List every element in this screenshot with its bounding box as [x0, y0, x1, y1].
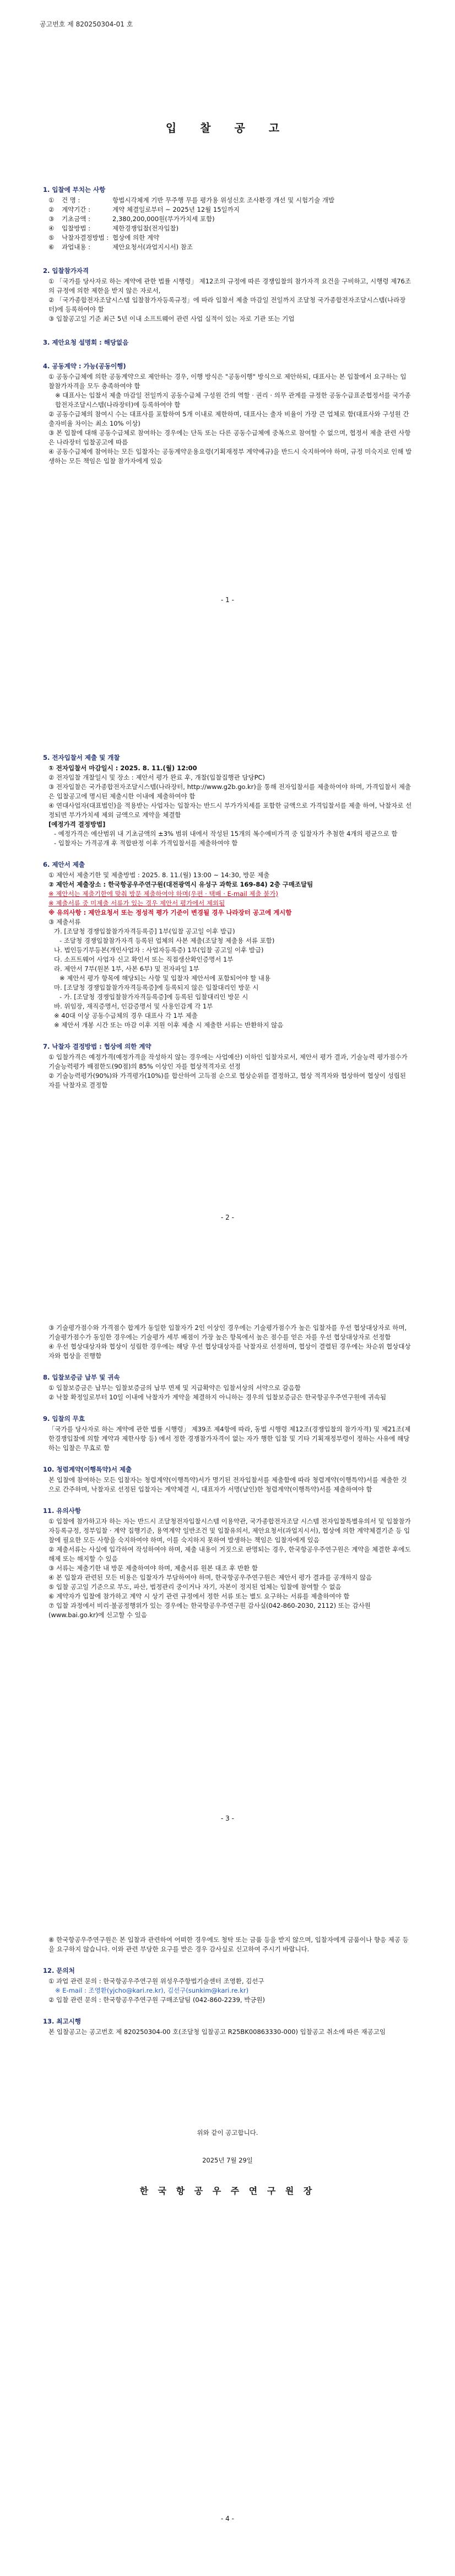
- page-number-3: - 3 -: [221, 1815, 234, 1822]
- section-2-heading: 2. 입찰참가자격: [43, 267, 89, 275]
- s9-item: 「국가를 당사자로 하는 계약에 관한 법률 시행령」 제39조 제4항에 따라, 동법 시행령 제12조(경쟁입찰의 참가자격) 및 제21조(제한경쟁입찰에 의할 계약과 제한사항 등) 에서 정한 경쟁참가자격이 없는 자가 행한 입찰 및 기타 기획재정부령이 정하는 사유에 해당하는 입찰은 무효로 함: [48, 1425, 411, 1452]
- s6-item: ③ 제출서류: [48, 918, 81, 926]
- section-7: [43, 1042, 412, 1090]
- s10-item: 본 입찰에 참여하는 모든 입찰자는 청렴계약(이행특약)서가 명기된 전자입찰서를 제출함에 따라 청렴계약(이행특약)서를 제출한 것으로 간주하며, 낙찰자로 선정된 입찰자는 계약체결 시, 대표자가 서명(날인)한 청렴계약(이행특약)서를 제출하여야 함: [48, 1476, 407, 1493]
- section-1-heading: 1. 입찰에 부치는 사항: [43, 186, 106, 194]
- page-title: 입 찰 공 고: [165, 121, 290, 135]
- s11-item: ⑦ 입찰 과정에서 비리·불공정행위가 있는 경우에는 한국항공우주연구원 감사실(042-860-2030, 2112) 또는 감사원(www.bai.go.kr)에 신고할 수 있음: [48, 1602, 371, 1619]
- s1-item-5: [48, 233, 412, 243]
- s5-item: - 예정가격은 예산범위 내 기초금액의 ±3% 범위 내에서 작성된 15개의 복수예비가격 중 입찰자가 추첨한 4개의 평균으로 함: [54, 830, 398, 838]
- section-5: [43, 753, 412, 848]
- section-4-heading: 4. 공동계약 : 가능(공동이행): [43, 362, 126, 370]
- section-8-heading: 8. 입찰보증금 납부 및 귀속: [43, 1373, 120, 1381]
- s1-item-2: [48, 205, 412, 214]
- s11-item: ⑥ 계약자가 입찰에 참가하고 계약 시 상기 관련 규정에서 정한 서류 또는 별도 요구하는 서류를 제출하여야 함: [48, 1592, 350, 1600]
- section-2: [43, 266, 412, 324]
- section-4: [43, 362, 412, 466]
- s1-v: 2,380,200,000원(부가가치세 포함): [112, 215, 215, 223]
- s4-item: ③ 본 입찰에 대해 공동수급체로 참여하는 경우에는 단독 또는 다른 공동수급체에 중복으로 참여할 수 없으며, 협정서 제출 관련 사항은 나라장터 입찰공고에 따름: [48, 429, 411, 446]
- s2-item: ③ 입찰공고일 기준 최근 5년 이내 소프트웨어 관련 사업 실적이 있는 자로 기관 또는 기업: [48, 315, 295, 323]
- s6-sub: 라. 제안서 7부(원본 1부, 사본 6부) 및 전자파일 1부: [54, 965, 199, 973]
- s11-item: ③ 서류는 제출기한 내 방문 제출하여야 하며, 제출서류 원본 대조 후 반환 함: [48, 1564, 258, 1572]
- s11-item: ② 제출서류는 사실에 입각하여 작성하여야 하며, 제출 내용이 거짓으로 판명되는 경우, 한국항공우주연구원은 계약을 체결한 후에도 해제 또는 해지할 수 있음: [48, 1545, 411, 1563]
- section-9: [43, 1414, 412, 1453]
- section-10-heading: 10. 청렴계약(이행특약)서 제출: [43, 1466, 132, 1473]
- doc-number: 공고번호 제 820250304-01 호: [40, 20, 133, 28]
- s1-item-6: [48, 243, 412, 252]
- s5-item: ① 전자입찰서 마감일시 : 2025. 8. 11.(월) 12:00: [48, 764, 197, 772]
- s1-n: ⑥: [48, 243, 55, 251]
- page-2-body: [43, 744, 412, 1090]
- s2-item: ① 「국가를 당사자로 하는 계약에 관한 법률 시행령」 제12조의 규정에 따른 경쟁입찰의 참가자격 요건을 구비하고, 시행령 제76조의 규정에 의한 제한을 받지 않은 자로서,: [48, 277, 411, 294]
- closing-text: 위와 같이 공고합니다.: [197, 2129, 258, 2137]
- s6-note-red: ※ 제안서는 제출기한에 맞춰 방문 제출하여야 하며(우편 · 택배 · E-mail 제출 불가): [48, 890, 278, 898]
- s6-note-red: ※ 제출서류 중 미제출 서류가 있는 경우 제안서 평가에서 제외됨: [48, 899, 225, 907]
- s1-n: ④: [48, 224, 55, 232]
- section-5-heading: 5. 전자입찰서 제출 및 개찰: [43, 754, 120, 761]
- s6-sub: - 조달청 경쟁입찰참가자격 등록된 업체의 사본 제출(조달청 제출용 서류 포함): [59, 937, 275, 944]
- s6-sub: - 가. [조달청 경쟁입찰참가자격등록증]에 등록된 입찰대리인 방문 시: [59, 993, 248, 1001]
- section-13-heading: 13. 최고시행: [43, 2017, 81, 2025]
- s6-sub: 가. [조달청 경쟁입찰참가자격등록증] 1부(입찰 공고일 이후 발급): [54, 927, 235, 935]
- s6-note-red: ※ 유의사항 : 제안요청서 또는 정성적 평가 기준이 변경될 경우 나라장터 공고에 게시함: [48, 909, 292, 916]
- s12-item: ① 과업 관련 문의 : 한국항공우주연구원 위성우주항법기술센터 조영환, 김선구: [48, 1977, 264, 1985]
- s6-item: ② 제안서 제출장소 : 한국항공우주연구원(대전광역시 유성구 과학로 169-84) 2층 구매조달팀: [48, 881, 313, 888]
- s7b-item: ④ 우선 협상대상자와 협상이 성립한 경우에는 해당 우선 협상대상자를 낙찰자로 선정하며, 협상이 결렬된 경우에는 차순위 협상대상자와 협상을 진행함: [48, 1343, 411, 1360]
- page-3-body: [43, 1323, 412, 1620]
- s11-item: ⑤ 입찰 공고일 기준으로 부도, 파산, 법정관리 중이거나 자기, 자본이 정지된 업체는 입찰에 참여할 수 없음: [48, 1583, 342, 1591]
- issuer-name: 한 국 항 공 우 주 연 구 원 장: [139, 2186, 316, 2196]
- section-10: [43, 1465, 412, 1494]
- s1-item-3: [48, 214, 412, 224]
- page-1-body: [43, 176, 412, 466]
- s5-item: - 입찰자는 가격공개 후 적합판정 이후 가격입찰서를 제출하여야 함: [54, 839, 238, 847]
- s11-item: ① 입찰에 참가하고자 하는 자는 반드시 조달청전자입찰시스템 이용약관, 국가종합전자조달 시스템 전자입찰특별유의서 및 입찰참가자등록규정, 정부입찰 · 계약 집행기준, 용역계약 일반조건 및 입찰유의서, 제안요청서(과업지시서), 협상에 의한 계약체결기준 등 입찰에 필요한 모든 사항을 숙지하여야 하며, 이를 숙지하지 못하여 발생하는 책임은 입찰자에게 있음: [48, 1517, 411, 1544]
- section-12-heading: 12. 문의처: [43, 1967, 75, 1974]
- section-7-heading: 7. 낙찰자 결정방법 : 협상에 의한 계약: [43, 1043, 151, 1050]
- section-3-heading: 3. 제안요청 설명회 : 해당없음: [43, 339, 129, 346]
- section-11: [43, 1506, 412, 1620]
- s1-v: 계약 체결일로부터 ~ 2025년 12월 15일까지: [112, 206, 240, 213]
- s5-item: ③ 전자입찰은 국가종합전자조달시스템(나라장터, http://www.g2b.go.kr)을 통해 전자입찰서를 제출하여야 하며, 가격입찰서 제출은 입찰공고에 명시된 제출시한 이내에 제출하여야 함: [48, 783, 411, 800]
- s1-k: 건 명 :: [62, 196, 80, 204]
- s1-n: ⑤: [48, 234, 55, 242]
- section-11-continued: [43, 1935, 412, 1954]
- s8-item: ① 입찰보증금은 납부는 입찰보증금의 납부 면제 및 지급확약은 입찰서상의 서약으로 갈음함: [48, 1384, 301, 1392]
- s6-sub: 마. [조달청 경쟁입찰참가자격등록증]에 등록되지 않은 입찰대리인 방문 시: [54, 984, 259, 991]
- section-9-heading: 9. 입찰의 무효: [43, 1415, 85, 1423]
- s1-k: 기초금액 :: [62, 215, 90, 223]
- s1-k: 낙찰자결정방법 :: [62, 234, 109, 242]
- announcement-date: 2025년 7월 29일: [202, 2156, 253, 2164]
- page-number-2: - 2 -: [221, 1214, 234, 1221]
- section-6: [43, 860, 412, 1030]
- s1-n: ①: [48, 196, 55, 204]
- section-7-continued: [43, 1323, 412, 1361]
- section-1: [43, 185, 412, 252]
- s1-v: 항법시각체계 기반 무주행 무를 평가용 위성신호 조사환경 개선 및 시험기술 개발: [112, 196, 335, 204]
- s1-k: 입찰방법 :: [62, 224, 90, 232]
- s1-v: 협상에 의한 계약: [112, 234, 160, 242]
- section-11-heading: 11. 유의사항: [43, 1507, 81, 1515]
- section-8: [43, 1373, 412, 1402]
- s12-item: ② 입찰 관련 문의 : 한국항공우주연구원 구매조달팀 (042-860-2239, 박긍원): [48, 1996, 266, 2004]
- s6-item: ① 제안서 제출기한 및 제출방법 : 2025. 8. 11.(월) 13:00 ~ 14:30, 방문 제출: [48, 871, 270, 879]
- page-number-1: - 1 -: [221, 596, 234, 604]
- s6-sub: ※ 제안서 평가 항목에 해당되는 사항 및 입찰자 제안서에 포함되어야 할 내용: [59, 974, 271, 982]
- s4-item: ④ 공동수급체에 참여하는 모든 입찰자는 공동계약운용요령(기획재정부 계약예규)을 반드시 숙지하여야 하며, 규정 미숙지로 인해 발생하는 모든 책임은 입찰 참가자에게 있음: [48, 448, 412, 465]
- s4-item: ① 공동수급체에 의한 공동계약으로 제안하는 경우, 이행 방식은 "공동이행" 방식으로 제안하되, 대표사는 본 입찰에서 요구하는 입찰참가자격을 모두 충족하여야 함: [48, 373, 407, 390]
- section-6-heading: 6. 제안서 제출: [43, 861, 85, 868]
- s1-k: 과업내용 :: [62, 243, 90, 251]
- s5-item: ② 전자입찰 개찰일시 및 장소 : 제안서 평가 완료 후, 개찰(입찰집행관 담당PC): [48, 774, 266, 781]
- s6-sub: ※ 제안서 개봉 시간 또는 마감 이후 지원 이후 제출 시 제출한 서류는 반환하지 않음: [54, 1021, 284, 1029]
- s1-k: 계약기간 :: [62, 206, 90, 213]
- s1-item-4: [48, 224, 412, 233]
- s5-item: ④ 연대사업자(대표법인)을 적용받는 사업자는 입찰자는 반드시 부가가치세를 포함한 금액으로 가격입찰서를 제출 하여, 낙찰자로 선정되면 부가가치세 제외 금액으로 계약을 체결함: [48, 802, 412, 819]
- section-3: [43, 338, 412, 347]
- s7b-item: ③ 기술평가점수와 가격점수 합계가 동일한 입찰자가 2인 이상인 경우에는 기술평가점수가 높은 입찰자를 우선 협상대상자로 하며, 기술평가점수가 동일한 경우에는 기술평가 세부 배점이 가장 높은 항목에서 높은 점수를 얻은 자를 우선 협상대상자로 선정함: [48, 1324, 407, 1341]
- s13-item: 본 입찰공고는 공고번호 제 820250304-00 호(조달청 입찰공고 R25BK00863330-000) 입찰공고 취소에 따른 재공고임: [48, 2028, 386, 2036]
- s6-sub: 나. 법인등기부등본(개인사업자 : 사업자등록증) 1부(입찰 공고일 이후 발급): [54, 946, 264, 954]
- s1-v: 제안요청서(과업지시서) 참조: [112, 243, 193, 251]
- section-12: [43, 1966, 412, 2005]
- s12-email: ※ E-mail : 조영환(yjcho@kari.re.kr), 김선구(sunkim@kari.re.kr): [55, 1987, 249, 1994]
- s7-item: ① 입찰가격은 예정가격(예정가격을 작성하지 않는 경우에는 사업예산) 이하인 입찰자로서, 제안서 평가 결과, 기술능력 평가점수가 기술능력평가 배점한도(90점)의 85% 이상인 자를 협상적격자로 선정: [48, 1053, 408, 1070]
- s4-note: ※ 대표사는 입찰서 제출 마감일 전일까지 공동수급체 구성원 간의 역할 · 권리 · 의무 관계를 규정한 공동수급표준협정서를 국가종합전자조달시스템(나라장터)에 등록하여야 함: [55, 391, 411, 409]
- s1-n: ②: [48, 206, 55, 213]
- s4-item: ② 공동수급체의 참여시 수는 대표사를 포함하여 5개 이내로 제한하며, 대표사는 출자 비율이 가장 큰 업체로 함(대표사와 구성원 간 출자비율 차이는 최소 10% 이상): [48, 410, 409, 427]
- s8-item: ② 낙찰 확정일로부터 10일 이내에 낙찰자가 계약을 체결하지 아니하는 경우의 입찰보증금은 한국항공우주연구원에 귀속됨: [48, 1393, 387, 1401]
- s1-n: ③: [48, 215, 55, 223]
- s1-v: 제한경쟁입찰(전자입찰): [112, 224, 179, 232]
- page-number-4: - 4 -: [221, 2515, 234, 2523]
- page-4-body: [43, 1935, 412, 2037]
- section-13: [43, 2017, 412, 2037]
- s6-sub: 바. 위임장, 재직증명서, 인감증명서 및 사용인감계 각 1부: [54, 1002, 213, 1010]
- s2-item: ② 「국가종합전자조달시스템 입찰참가자등록규정」에 따라 입찰서 제출 마감일 전일까지 조달청 국가종합전자조달시스템(나라장터)에 등록하여야 함: [48, 296, 406, 313]
- s7-item: ② 기술능력평가(90%)와 가격평가(10%)를 합산하여 고득점 순으로 협상순위를 결정하고, 협상 적격자와 협상하여 협상이 성립된 자를 낙찰자로 결정함: [48, 1072, 407, 1089]
- s6-sub: ※ 40대 이상 공동수급체의 경우 대표사 각 1부 제출: [54, 1012, 198, 1019]
- s1-item-1: [48, 196, 412, 205]
- s6-sub: 다. 소프트웨어 사업자 신고 확인서 또는 직접생산확인증명서 1부: [54, 956, 234, 963]
- s11-item: ④ 본 입찰과 관련된 모든 비용은 입찰자가 부담하여야 하며, 한국항공우주연구원은 제안서 평가 결과를 공개하지 않음: [48, 1574, 372, 1581]
- s11b-item: ⑧ 한국항공우주연구원은 본 입찰과 관련하여 어떠한 경우에도 청탁 또는 금품 등을 받지 않으며, 입찰자에게 금품이나 향응 제공 등을 요구하지 않습니다. 이와 관련 부당한 요구를 받은 경우 감사실로 신고하여 주시기 바랍니다.: [48, 1936, 409, 1953]
- s5-subheading: [예정가격 결정방법]: [48, 820, 106, 828]
